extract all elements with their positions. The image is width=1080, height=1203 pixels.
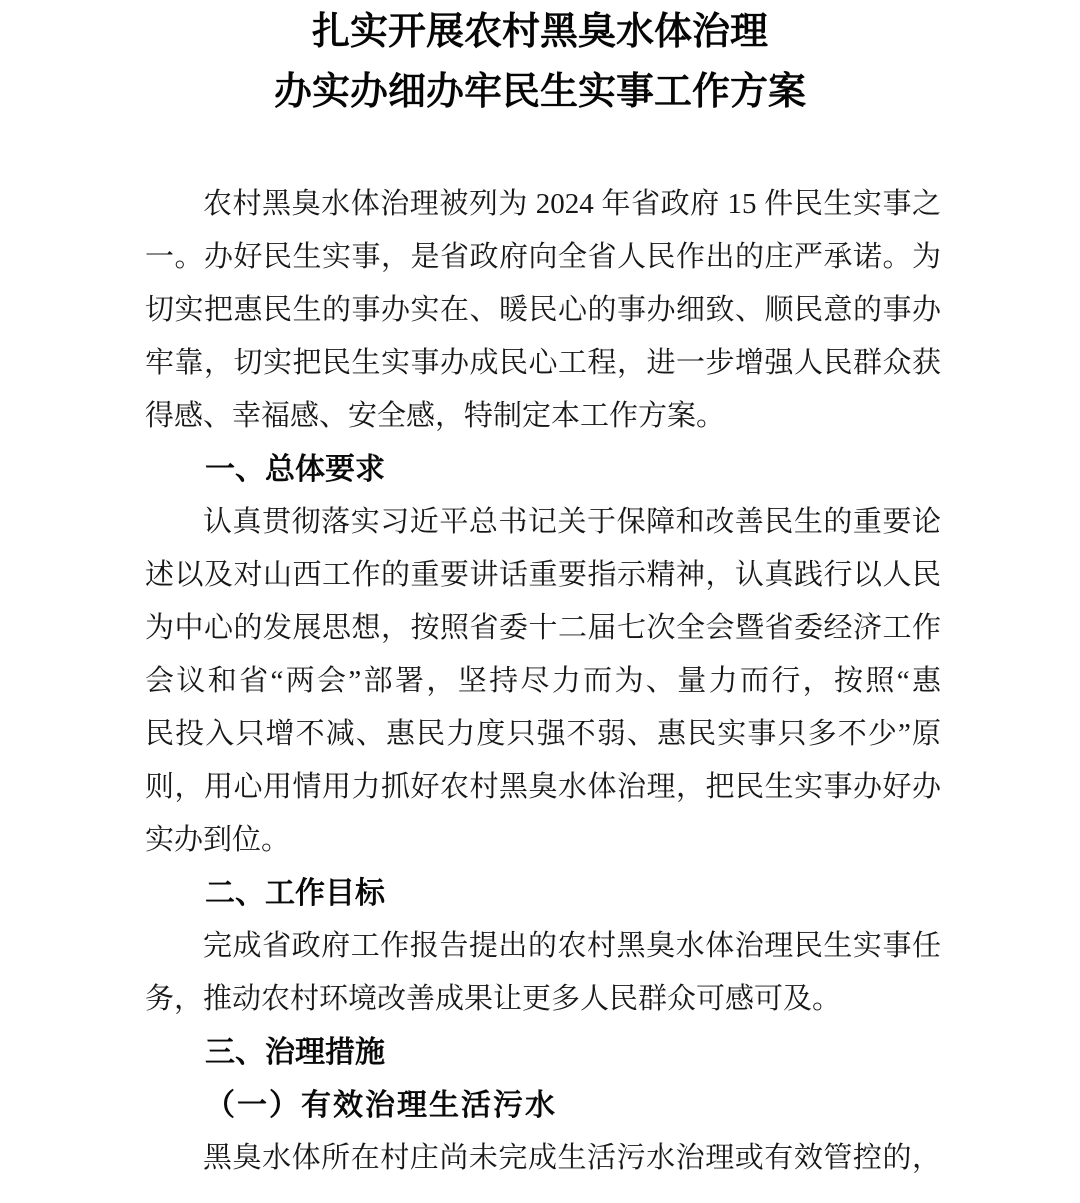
section2-line-1: 完成省政府工作报告提出的农村黑臭水体治理民生实事任: [203, 930, 941, 962]
section-heading-treatment-measures: 三、治理措施: [205, 1036, 385, 1069]
section1-line-1: 认真贯彻落实习近平总书记关于保障和改善民生的重要论: [203, 506, 941, 538]
document-body: [145, 178, 941, 1185]
intro-line-4: 牢靠，切实把民生实事办成民心工程，进一步增强人民群众获: [145, 347, 941, 379]
subsection-heading-domestic-sewage: （一）有效治理生活污水: [205, 1089, 557, 1122]
intro-line-1: 农村黑臭水体治理被列为 2024 年省政府 15 件民生实事之: [203, 188, 941, 220]
section1-line-2: 述以及对山西工作的重要讲话重要指示精神，认真践行以人民: [145, 559, 941, 591]
section1-line-7: 实办到位。: [145, 824, 291, 856]
section1-line-5: 民投入只增不减、惠民力度只强不弱、惠民实事只多不少”原: [145, 718, 941, 750]
section1-line-3: 为中心的发展思想，按照省委十二届七次全会暨省委经济工作: [145, 612, 941, 644]
document-title-line-2: 办实办细办牢民生实事工作方案: [273, 71, 806, 113]
intro-line-5: 得感、幸福感、安全感，特制定本工作方案。: [145, 400, 726, 432]
section1-line-4: 会议和省“两会”部署，坚持尽力而为、量力而行，按照“惠: [145, 665, 941, 697]
intro-line-3: 切实把惠民生的事办实在、暖民心的事办细致、顺民意的事办: [145, 294, 941, 326]
section2-line-2: 务，推动农村环境改善成果让更多人民群众可感可及。: [145, 983, 842, 1015]
section1-line-6: 则，用心用情用力抓好农村黑臭水体治理，把民生实事办好办: [145, 771, 941, 803]
section3-line-1: 黑臭水体所在村庄尚未完成生活污水治理或有效管控的，: [203, 1142, 941, 1174]
section-heading-overall-requirements: 一、总体要求: [205, 453, 385, 486]
intro-line-2: 一。办好民生实事，是省政府向全省人民作出的庄严承诺。为: [145, 241, 941, 273]
document-title: [0, 0, 1080, 122]
section-heading-work-goals: 二、工作目标: [205, 877, 385, 910]
document-title-line-1: 扎实开展农村黑臭水体治理: [311, 11, 768, 53]
